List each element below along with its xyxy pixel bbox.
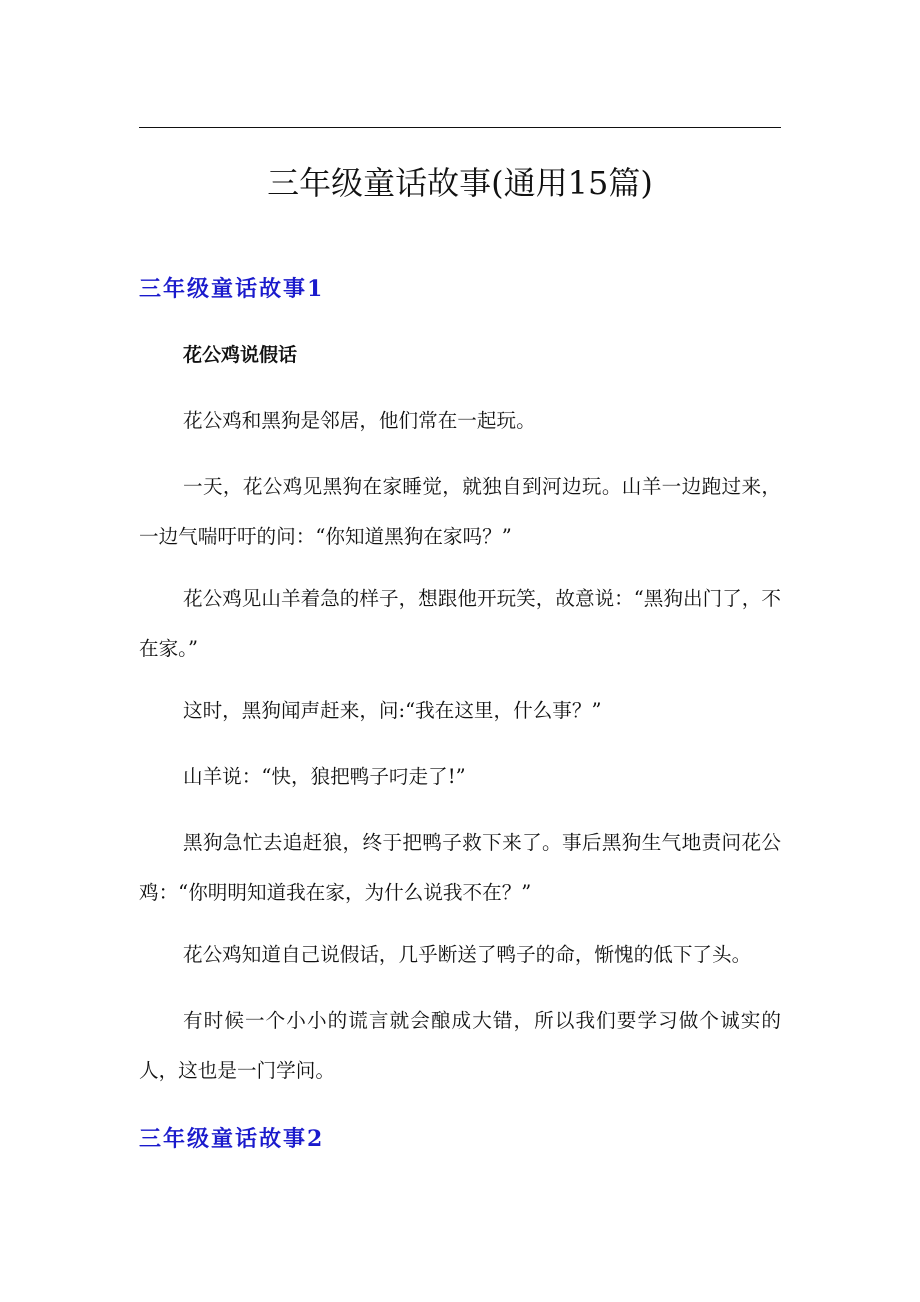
section-heading-1: 三年级童话故事1 [139, 276, 325, 302]
paragraph: 山羊说：“快，狼把鸭子叼走了!” [183, 765, 466, 788]
document-title: 三年级童话故事(通用15篇) [267, 164, 653, 202]
paragraph: 这时，黑狗闻声赶来，问:“我在这里，什么事？” [183, 699, 602, 722]
section-heading-2: 三年级童话故事2 [139, 1126, 325, 1152]
paragraph: 一天，花公鸡见黑狗在家睡觉，就独自到河边玩。山羊一边跑过来，一边气喘吁吁的问：“你知道黑狗在家吗？” [139, 475, 781, 548]
paragraph: 有时候一个小小的谎言就会酿成大错，所以我们要学习做个诚实的人，这也是一门学问。 [139, 1009, 781, 1082]
paragraph: 花公鸡和黑狗是邻居，他们常在一起玩。 [183, 409, 536, 432]
paragraph: 花公鸡见山羊着急的样子，想跟他开玩笑，故意说：“黑狗出门了，不在家。” [139, 587, 781, 660]
story-title: 花公鸡说假话 [183, 344, 298, 366]
paragraph: 花公鸡知道自己说假话，几乎断送了鸭子的命，惭愧的低下了头。 [183, 943, 752, 966]
paragraph: 黑狗急忙去追赶狼，终于把鸭子救下来了。事后黑狗生气地责问花公鸡：“你明明知道我在家，为什么说我不在？” [139, 831, 781, 904]
header-rule [139, 127, 781, 128]
